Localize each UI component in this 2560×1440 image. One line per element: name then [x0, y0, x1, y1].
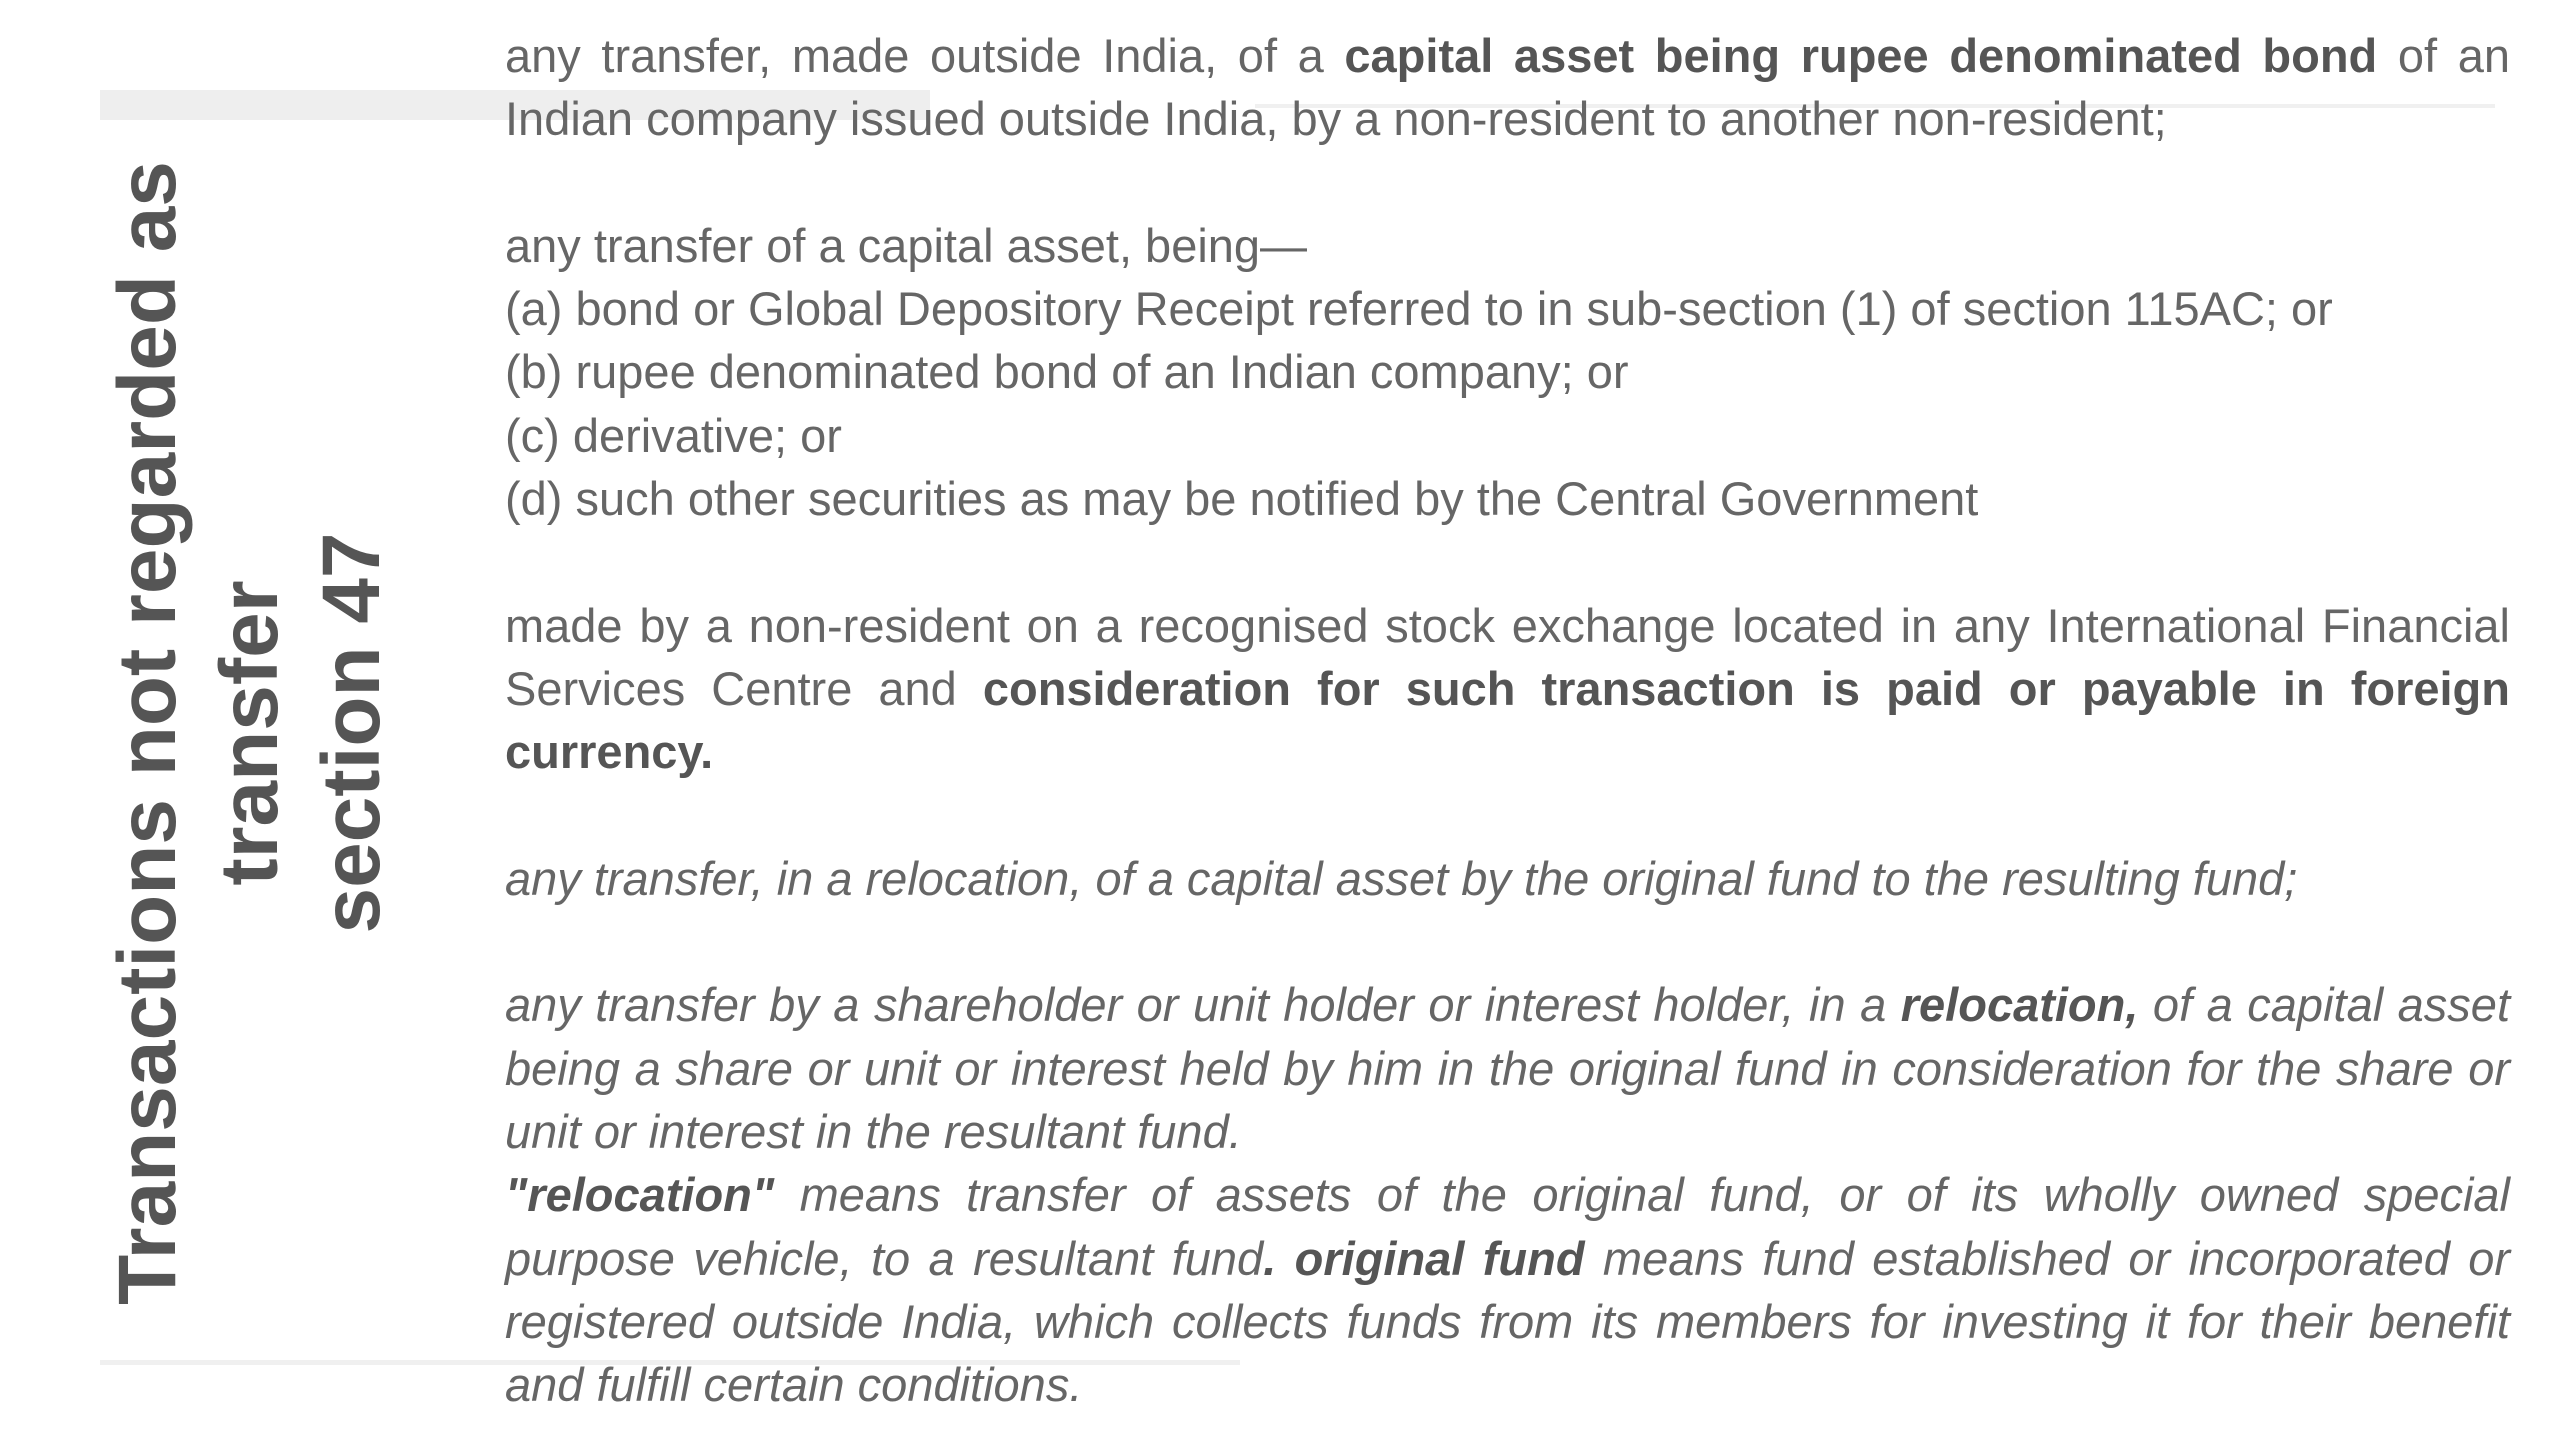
side-title-text [97, 161, 403, 1305]
p3-text-1: made by a non-resident on a recognised stock exchange located in any International Financial Services Centre and [505, 598, 2510, 715]
list-item-d: (d) such other securities as may be notified by the Central Government [505, 472, 1979, 526]
paragraph-ifsc-exchange [505, 594, 2510, 784]
p6-text-1: means transfer of assets of the original fund, or of its wholly owned special purpose vehicle, to a resultant fund [505, 1168, 2510, 1285]
p3-bold-1: consideration for such transaction is paid or payable in foreign currency. [505, 661, 2510, 779]
paragraph-capital-asset-list [505, 214, 2510, 530]
list-item-c: (c) derivative; or [505, 408, 842, 462]
paragraph-relocation-definition [505, 1163, 2510, 1416]
p6-text-2: means fund established or incorporated or registered outside India, which collects funds from its members for investing it for their benefit and fulfill certain conditions. [505, 1231, 2511, 1412]
p5-text-2: of a capital asset being a share or unit or interest held by him in the original fund in consideration for the share or unit or interest in the resultant fund. [505, 978, 2511, 1159]
p6-bold-1: "relocation" [505, 1168, 775, 1222]
main-content [505, 24, 2510, 1417]
side-title-line-3: section 47 [306, 531, 398, 934]
list-item-a: (a) bond or Global Depository Receipt referred to in sub-section (1) of section 115AC; or [505, 282, 2333, 336]
p1-text-2: of an Indian company issued outside India, by a non-resident to another non-resident; [505, 29, 2510, 146]
paragraph-shareholder-relocation [505, 973, 2510, 1163]
p1-bold-1: capital asset being rupee denominated bond [1344, 29, 2378, 82]
side-title-line-2: transfer [204, 579, 296, 886]
p2-intro: any transfer of a capital asset, being— [505, 218, 1308, 272]
paragraph-relocation-fund [505, 847, 2510, 910]
p5-text-1: any transfer by a shareholder or unit holder or interest holder, in a [505, 978, 1901, 1032]
p1-text-1: any transfer, made outside India, of a [505, 29, 1345, 82]
side-title [60, 115, 440, 1350]
p5-bold-1: relocation, [1900, 978, 2139, 1032]
p6-bold-2: . original fund [1263, 1231, 1585, 1285]
paragraph-rupee-bond-transfer [505, 24, 2510, 151]
p4-text-1: any transfer, in a relocation, of a capital asset by the original fund to the resulting fund; [505, 851, 2298, 905]
side-title-line-1: Transactions not regarded as [102, 160, 194, 1305]
list-item-b: (b) rupee denominated bond of an Indian company; or [505, 345, 1629, 399]
